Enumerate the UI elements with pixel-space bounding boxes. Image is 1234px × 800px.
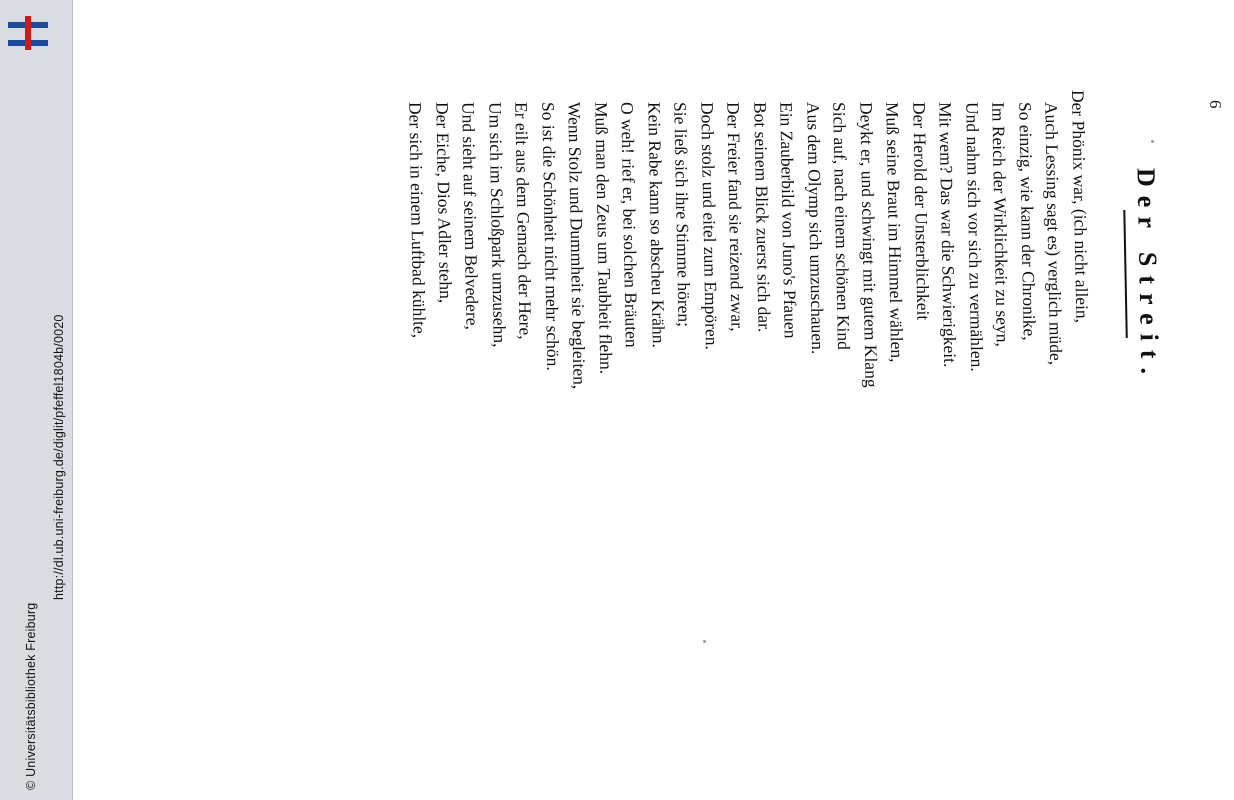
page-number: 6 xyxy=(1206,100,1225,109)
viewer-sidebar xyxy=(0,0,73,800)
poem-line: Aus dem Olymp sich umzuschauen. xyxy=(803,102,829,355)
poem-line: Der sich in einem Luftbad kühlte, xyxy=(405,102,431,339)
scanned-page xyxy=(73,0,1234,800)
poem-line: So ist die Schönheit nicht mehr schön. xyxy=(538,102,564,371)
library-logo-icon xyxy=(8,16,50,50)
poem-line: Bot seinem Blick zuerst sich dar. xyxy=(750,102,775,333)
poem-line: Deykt er, und schwingt mit gutem Klang xyxy=(856,102,882,388)
poem-text-block xyxy=(402,90,1165,720)
poem-line: So einzig, wie kann der Chronike, xyxy=(1015,102,1040,341)
poem-line: Mit wem? Das war die Schwierigkeit. xyxy=(935,102,961,368)
poem-line: Der Eiche, Dios Adler stehn, xyxy=(432,102,457,304)
poem-line: Ein Zauberbild von Juno's Pfauen xyxy=(776,102,802,339)
poem-line: Kein Rabe kann so abscheu Krähn. xyxy=(644,102,669,348)
title-rule xyxy=(1123,210,1127,338)
poem-line: Der Herold der Unsterblichkeit xyxy=(909,102,934,321)
poem-line: O weh! rief er, bei solchen Bräuten xyxy=(617,102,643,348)
poem-line: Um sich im Schloßpark umzusehn, xyxy=(485,102,510,348)
poem-line: Sich auf, nach einem schönen Kind xyxy=(829,102,855,350)
page-title: Der Streit. xyxy=(1131,168,1165,383)
poem-line: Sie ließ sich ihre Stimme hören; xyxy=(670,102,696,328)
poem-lines xyxy=(402,90,1103,720)
poem-line: Der Phönix war, (ich nicht allein, xyxy=(1068,90,1093,324)
poem-line: Der Freier fand sie reizend zwar, xyxy=(723,102,749,332)
poem-line: Und nahm sich vor sich zu vermählen. xyxy=(962,102,988,372)
logo-bar-vertical xyxy=(25,16,31,50)
poem-line: Muß seine Braut im Himmel wählen, xyxy=(882,102,908,363)
poem-line: Wenn Stolz und Dummheit sie begleiten, xyxy=(564,102,591,390)
digitized-source-url[interactable]: http://dl.ub.uni-freiburg.de/diglit/pfeffel1804b/0020 xyxy=(52,314,66,600)
poem-line: Doch stolz und eitel zum Empören. xyxy=(697,102,722,350)
poem-line: Er eilt aus dem Gemach der Here, xyxy=(511,102,537,340)
copyright-notice: © Universitätsbibliothek Freiburg xyxy=(24,602,38,790)
poem-line: Auch Lessing sagt es) verglich müde, xyxy=(1041,102,1067,366)
poem-line: Und sieht auf seinem Belvedere, xyxy=(458,102,484,330)
poem-line: Muß man den Zeus um Taubheit flehn. xyxy=(591,102,617,375)
poem-line: Im Reich der Wirklichkeit zu seyn, xyxy=(988,102,1014,347)
